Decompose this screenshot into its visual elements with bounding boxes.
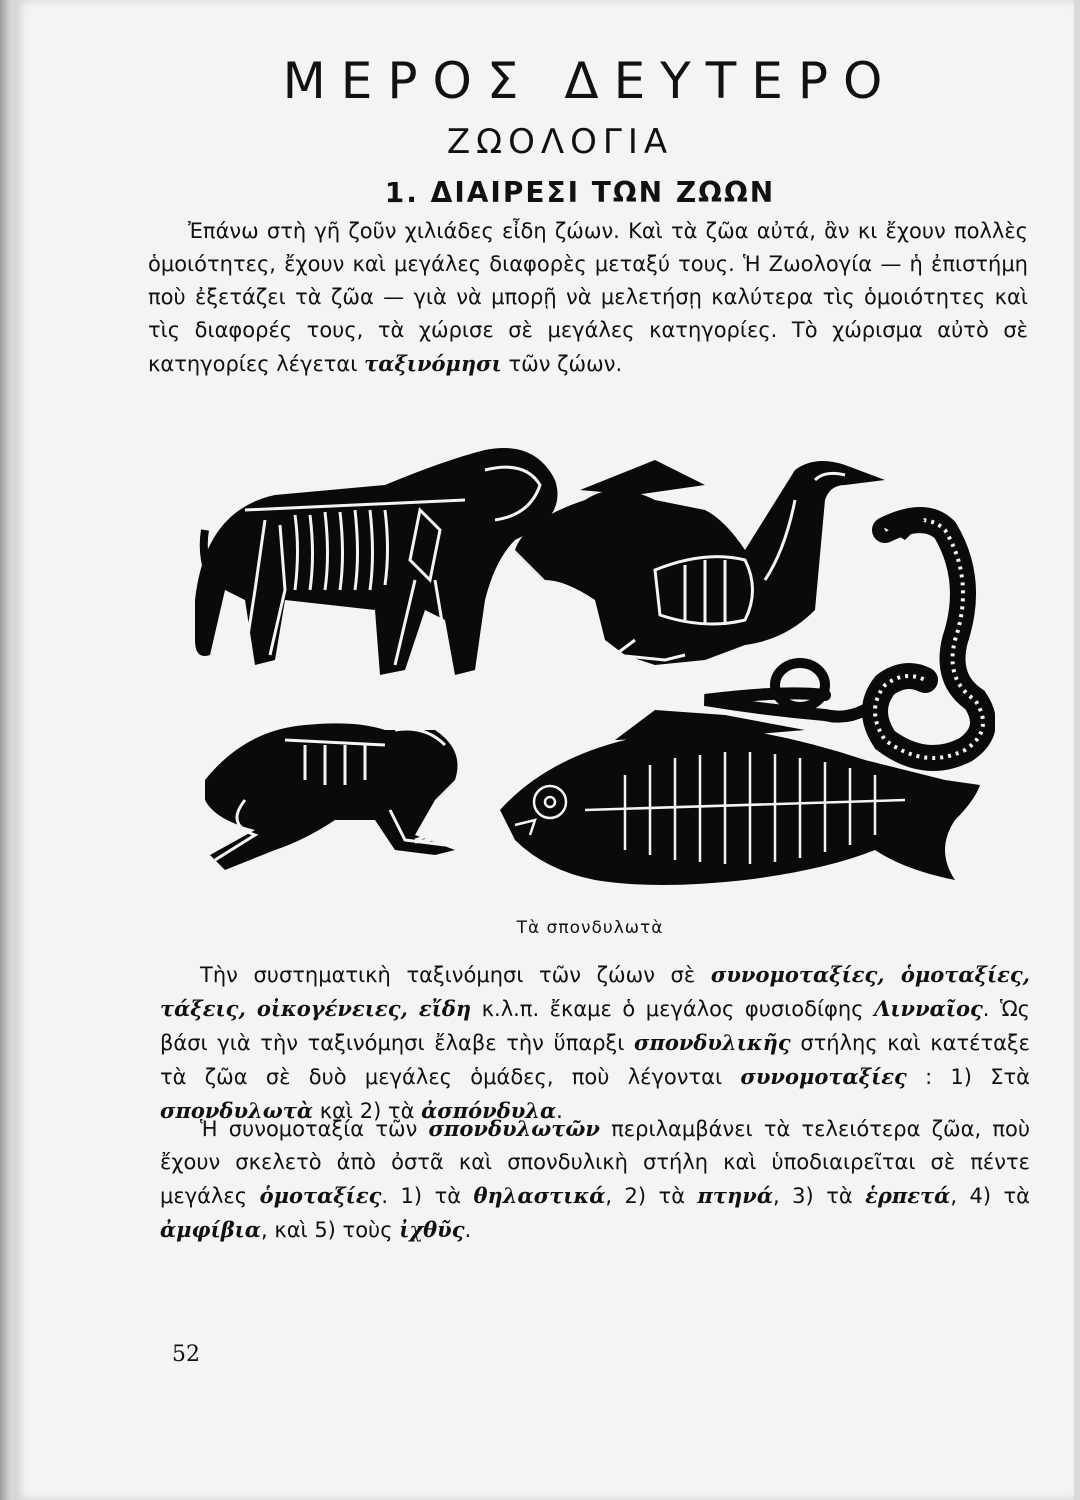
p3-s1: Ἡ συνομοταξία τῶν (200, 1117, 429, 1141)
fish-skeleton-icon (500, 710, 980, 885)
p3-t2: ὁμοταξίες (259, 1183, 382, 1208)
p3-s6: , 4) τὰ (950, 1184, 1030, 1208)
p3-s7: , καὶ 5) τοὺς (260, 1218, 400, 1242)
p2-t2: Λινναῖος (874, 996, 983, 1021)
paragraph-vertebrates (160, 1112, 1030, 1247)
page-number: 52 (172, 1342, 200, 1367)
vertebrates-figure (185, 440, 995, 910)
p2-t3: σπονδυλικῆς (633, 1030, 791, 1055)
p2-t6: ἀσπόνδυλα (421, 1098, 557, 1123)
vertebrates-illustration (185, 440, 995, 910)
p3-s8: . (464, 1218, 472, 1242)
figure-caption: Τὰ σπονδυλωτὰ (516, 918, 664, 938)
p2-t5: σπονδυλωτὰ (160, 1098, 314, 1123)
section-title: ΖΩΟΛΟΓΙΑ (446, 122, 674, 162)
p2-s1: Τὴν συστηματικὴ ταξινόμησι τῶν ζώων σὲ (200, 963, 711, 987)
p2-s2: κ.λ.π. ἔκαμε ὁ μεγάλος φυσιοδίφης (471, 997, 875, 1021)
p2-s7: . (556, 1099, 563, 1123)
p2-s6: καὶ 2) τὰ (313, 1099, 422, 1123)
p2-t1: συνομοταξίες, ὁμοταξίες, τάξεις, οἰκογένειες, εἴδη (160, 962, 1030, 1021)
p2-t4: συνομοταξίες (740, 1064, 907, 1089)
p3-s5: , 3) τὰ (773, 1184, 866, 1208)
p3-t7: ἰχθῦς (399, 1217, 465, 1242)
intro-text: Ἐπάνω στὴ γῆ ζοῦν χιλιάδες εἶδη ζώων. Καὶ τὰ ζῶα αὐτά, ἂν κι ἔχουν πολλὲς ὁμοιότητες, ἔχουν καὶ μεγάλες διαφορὲς μεταξύ τους. Ἡ Ζωολογία — ἡ ἐπιστήμη ποὺ ἐξετάζει τὰ ζῶα — γιὰ νὰ μπορῇ νὰ μελετήσῃ καλύτερα τὶς ὁμοιότητες καὶ τὶς διαφορές τους, τὰ χώρισε σὲ μεγάλες κατηγορίες. Τὸ χώρισμα αὐτὸ σὲ κατηγορίες λέγεται (148, 219, 1028, 376)
lion-skeleton-icon (195, 448, 558, 675)
paragraph-classification (160, 958, 1030, 1128)
p2-s3: . Ὡς βάσι γιὰ τὴν ταξινόμησι ἔλαβε τὴν ὕπαρξι (160, 997, 1030, 1055)
chapter-title: 1. ΔΙΑΙΡΕΣΙ ΤΩΝ ΖΩΩΝ (384, 176, 776, 209)
intro-paragraph (148, 215, 1028, 381)
p2-s4: στήλης καὶ κατέταξε τὰ ζῶα σὲ δυὸ μεγάλες ὁμάδες, ποὺ λέγονται (160, 1031, 1031, 1089)
p3-s4: , 2) τὰ (605, 1184, 698, 1208)
p3-t3: θηλαστικά (473, 1183, 606, 1208)
p3-t6: ἀμφίβια (160, 1217, 261, 1242)
term-taxinomisi: ταξινόμησι (364, 351, 502, 376)
p3-t1: σπονδυλωτῶν (428, 1116, 600, 1141)
intro-tail: τῶν ζώων. (501, 352, 623, 376)
bird-skeleton-icon (515, 460, 885, 665)
p3-t5: ἑρπετά (865, 1183, 951, 1208)
part-title: ΜΕΡΟΣ ΔΕΥΤΕΡΟ (282, 52, 898, 110)
p2-s5: : 1) Στὰ (906, 1065, 1030, 1089)
p3-s3: . 1) τὰ (381, 1184, 474, 1208)
p3-t4: πτηνά (697, 1183, 774, 1208)
p3-s2: περιλαμβάνει τὰ τελειότερα ζῶα, ποὺ ἔχουν σκελετὸ ἀπὸ ὀστᾶ καὶ σπονδυλικὴ στήλη καὶ ὑποδιαιρεῖται σὲ πέντε μεγάλες (160, 1117, 1031, 1208)
frog-skeleton-icon (205, 723, 458, 870)
